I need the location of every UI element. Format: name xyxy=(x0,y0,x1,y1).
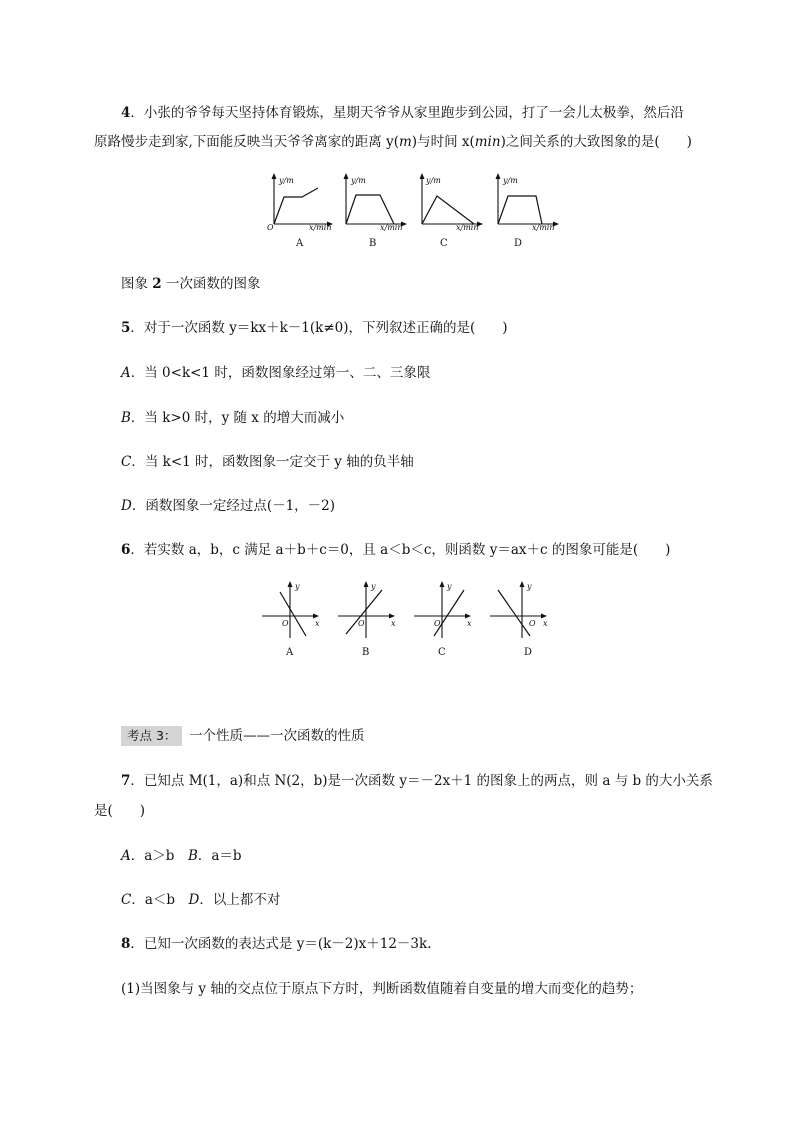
q5-option-a xyxy=(121,364,430,382)
x-label: x xyxy=(315,619,320,628)
q5-option-b-letter: B xyxy=(121,410,131,426)
q4-stem-part-a: 原路慢步走到家,下面能反映当天爷爷离家的距离 y( xyxy=(94,134,399,150)
q5-option-c xyxy=(121,453,414,471)
origin-label: O xyxy=(282,619,289,628)
q7-options-row2 xyxy=(121,891,280,909)
q5-option-b-text: ．当 k>0 时，y 随 x 的增大而减小 xyxy=(130,410,345,426)
x-label: x xyxy=(391,619,396,628)
x-label: x/min xyxy=(532,223,555,232)
y-arrow-icon xyxy=(364,581,369,587)
section2-title-num: 2 xyxy=(152,276,162,292)
option-a-label: A xyxy=(296,238,304,249)
q6-graph-c xyxy=(410,578,480,660)
option-b-label: B xyxy=(362,647,370,658)
q4-stem-part-c: )之间关系的大致图象的是( ) xyxy=(500,134,692,150)
option-d-label: D xyxy=(514,238,523,249)
q7-stem-line1 xyxy=(121,772,713,790)
option-b-label: B xyxy=(369,238,377,249)
section3-badge: 考点 3： xyxy=(121,726,182,746)
q4-unit-min: min xyxy=(474,134,501,150)
q8-stem-text: ．已知一次函数的表达式是 y＝(k－2)x＋12－3k. xyxy=(130,936,432,952)
section2-title-a: 图象 xyxy=(121,276,153,292)
y-arrow-icon xyxy=(344,173,349,179)
x-label: x xyxy=(467,619,472,628)
q8-stem xyxy=(121,935,431,953)
option-c-label: C xyxy=(440,238,448,249)
section2-title-b: 一次函数的图象 xyxy=(161,276,261,292)
q5-option-c-text: ．当 k<1 时，函数图象一定交于 y 轴的负半轴 xyxy=(131,454,414,470)
y-arrow-icon xyxy=(288,581,293,587)
y-label: y/m xyxy=(503,176,518,185)
q4-graph-d xyxy=(488,170,568,250)
option-a-label: A xyxy=(286,647,294,658)
q7-stem-line2: 是( ) xyxy=(94,803,146,819)
q5-stem xyxy=(121,319,508,337)
q7-stem-text: ．已知点 M(1，a)和点 N(2，b)是一次函数 y＝－2x＋1 的图象上的两点，则 a 与 b 的大小关系 xyxy=(130,773,713,789)
y-label: y xyxy=(295,582,300,591)
origin-label: O xyxy=(267,223,274,232)
q7-option-c-text: ．a＜b xyxy=(131,892,189,908)
x-arrow-icon xyxy=(313,614,319,619)
origin-label: O xyxy=(434,619,441,628)
graph-line xyxy=(280,592,306,636)
section3-title: 一个性质——一次函数的性质 xyxy=(189,728,365,744)
y-label: y xyxy=(447,582,452,591)
x-label: x/min xyxy=(456,223,479,232)
graph-curve xyxy=(346,195,394,224)
option-c-label: C xyxy=(438,647,446,658)
x-arrow-icon xyxy=(465,614,471,619)
q6-graph-b xyxy=(334,578,404,660)
y-label: y/m xyxy=(426,176,441,185)
q7-option-b-letter: B xyxy=(187,848,198,864)
x-label: x xyxy=(543,619,548,628)
y-arrow-icon xyxy=(520,581,525,587)
q8-sub1: (1)当图象与 y 轴的交点位于原点下方时，判断函数值随着自变量的增大而变化的趋势； xyxy=(121,981,643,997)
q4-stem-part-b: )与时间 x( xyxy=(411,134,475,150)
q6-number: 6 xyxy=(121,542,131,558)
y-label: y xyxy=(371,582,376,591)
q7-option-c-letter: C xyxy=(121,892,132,908)
origin-label: O xyxy=(358,619,365,628)
y-label: y/m xyxy=(279,176,294,185)
y-label: y xyxy=(527,582,532,591)
q5-option-a-letter: A xyxy=(121,365,131,381)
q4-graph-a xyxy=(262,170,342,250)
q6-graph-a xyxy=(258,578,328,660)
q8-number: 8 xyxy=(121,936,131,952)
q7-number: 7 xyxy=(121,773,131,789)
q5-stem-text: ．对于一次函数 y＝kx＋k－1(k≠0)，下列叙述正确的是( ) xyxy=(130,320,508,336)
q5-number: 5 xyxy=(121,320,131,336)
y-label: y/m xyxy=(351,176,366,185)
q5-option-a-text: ．当 0<k<1 时，函数图象经过第一、二、三象限 xyxy=(130,365,431,381)
graph-curve xyxy=(422,196,474,224)
q5-option-c-letter: C xyxy=(121,454,132,470)
origin-label: O xyxy=(529,619,536,628)
section2-title xyxy=(121,275,261,293)
y-arrow-icon xyxy=(440,581,445,587)
x-label: x/min xyxy=(309,223,332,232)
graph-curve xyxy=(274,188,318,224)
option-d-label: D xyxy=(524,647,533,658)
q5-option-b xyxy=(121,409,344,427)
q4-unit-m: m xyxy=(398,134,412,150)
q7-option-a-text: ．a＞b xyxy=(130,848,188,864)
graph-line xyxy=(498,590,530,636)
q4-stem-line1: ．小张的爷爷每天坚持体育锻炼，星期天爷爷从家里跑步到公园，打了一会儿太极拳，然后沿 xyxy=(130,105,684,121)
q4-graph-b xyxy=(336,170,416,250)
q5-option-d xyxy=(121,497,335,515)
q4-line2 xyxy=(94,133,692,151)
q7-option-a-letter: A xyxy=(121,848,131,864)
q4-number: 4 xyxy=(121,105,131,121)
q7-option-b-text: ．a＝b xyxy=(197,848,242,864)
graph-curve xyxy=(498,196,542,224)
y-arrow-icon xyxy=(496,173,501,179)
q5-option-d-text: ．函数图象一定经过点(－1，－2) xyxy=(131,498,336,514)
q4-graph-c xyxy=(412,170,492,250)
graph-line xyxy=(434,590,464,636)
q6-stem xyxy=(121,541,670,559)
q4-line1 xyxy=(121,104,684,122)
q6-graph-d xyxy=(486,578,556,660)
q7-option-d-letter: D xyxy=(188,892,200,908)
q5-option-d-letter: D xyxy=(121,498,132,514)
y-arrow-icon xyxy=(272,173,277,179)
y-arrow-icon xyxy=(420,173,425,179)
q7-options-row1 xyxy=(121,847,242,865)
x-label: x/min xyxy=(380,223,403,232)
q7-option-d-text: ．以上都不对 xyxy=(199,892,281,908)
x-arrow-icon xyxy=(389,614,395,619)
x-arrow-icon xyxy=(541,614,547,619)
q6-stem-text: ．若实数 a，b，c 满足 a＋b＋c＝0，且 a＜b＜c，则函数 y＝ax＋c 的图象可能是( ) xyxy=(130,542,671,558)
